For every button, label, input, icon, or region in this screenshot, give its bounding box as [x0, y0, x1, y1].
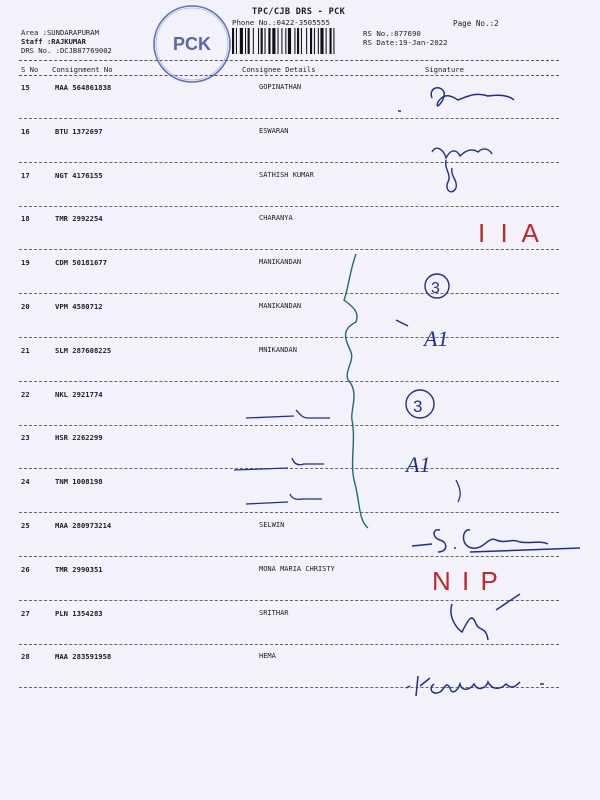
row-sno: 17	[21, 170, 30, 180]
area-label: Area :SUNDARAPURAM	[21, 28, 99, 37]
row-sno: 21	[21, 345, 30, 355]
row-consignment: VPM 4580712	[55, 302, 103, 311]
red-ia-mark: I I A	[478, 218, 543, 248]
row-sno: 19	[21, 258, 30, 268]
row-consignment: PLN 1354283	[55, 608, 103, 618]
table-row	[0, 302, 600, 345]
barcode-bar	[330, 28, 332, 54]
barcode-bar	[258, 28, 259, 54]
document-title: TPC/CJB DRS - PCK	[252, 7, 346, 17]
row-consignment: TMR 2990351	[55, 564, 103, 574]
row-sno: 22	[21, 389, 30, 399]
header-divider-top	[19, 60, 559, 61]
row-consignee: SELWIN	[259, 521, 285, 529]
circled-three-2: 3	[413, 397, 423, 416]
table-row	[0, 346, 600, 389]
row-divider	[19, 687, 559, 688]
table-row	[0, 433, 600, 476]
barcode-bar	[288, 28, 291, 54]
table-row	[0, 214, 600, 257]
row-consignee: MANIKANDAN	[259, 258, 302, 267]
barcode-bar	[272, 28, 275, 54]
row-divider	[19, 556, 559, 557]
row-consignment: CDM 50181677	[55, 258, 107, 268]
row-consignment: NKL 2921774	[55, 389, 103, 399]
row-consignee: MONA MARIA CHRISTY	[259, 564, 335, 573]
row-consignment: MAA 564861838	[55, 83, 112, 92]
barcode-bar	[306, 28, 307, 54]
row-divider	[19, 206, 559, 207]
row-divider	[19, 249, 559, 250]
column-header-details: Consignee Details	[242, 65, 316, 74]
row-consignment: HSR 2262299	[55, 433, 103, 443]
row-divider	[19, 381, 559, 382]
barcode-bar	[261, 28, 263, 54]
table-row	[0, 609, 600, 652]
row-sno: 18	[21, 214, 30, 224]
row-divider	[19, 162, 559, 163]
row-sno: 26	[21, 564, 30, 574]
row-divider	[19, 512, 559, 513]
row-consignment: MAA 280973214	[55, 521, 112, 530]
column-header-sno: S No	[21, 65, 39, 74]
stamp-text: PCK	[172, 34, 212, 54]
barcode-bar	[318, 28, 319, 54]
barcode-bar	[236, 28, 237, 54]
row-consignment: TNM 1008198	[55, 477, 103, 487]
column-header-consignment: Consignment No	[52, 65, 113, 74]
barcode-bar	[326, 28, 327, 54]
row-consignee: MNIKANDAN	[259, 345, 297, 354]
row-sno: 27	[21, 608, 30, 618]
row-consignee: GOPINATHAN	[259, 83, 302, 91]
barcode	[232, 28, 356, 54]
table-row	[0, 565, 600, 608]
barcode-bar	[240, 28, 243, 54]
barcode-bar	[278, 28, 279, 54]
red-nip-mark: N I P	[432, 566, 500, 596]
row-sno: 25	[21, 521, 30, 530]
row-divider	[19, 644, 559, 645]
row-consignee: CHARANYA	[259, 214, 293, 223]
barcode-bar	[301, 28, 302, 54]
barcode-bar	[248, 28, 250, 54]
table-row	[0, 127, 600, 170]
row-sno: 23	[21, 433, 30, 443]
table-row	[0, 390, 600, 433]
barcode-bar	[285, 28, 286, 54]
barcode-bar	[297, 28, 299, 54]
barcode-bar	[253, 28, 254, 54]
row-divider	[19, 468, 559, 469]
barcode-bar	[281, 28, 282, 54]
barcode-bar	[310, 28, 312, 54]
row-divider	[19, 425, 559, 426]
table-row	[0, 83, 600, 126]
row-consignee: SRITHAR	[259, 608, 289, 617]
row-sno: 15	[21, 83, 30, 92]
a1-mark-1: A1	[424, 326, 449, 351]
row-divider	[19, 600, 559, 601]
row-divider	[19, 293, 559, 294]
row-sno: 24	[21, 477, 30, 487]
table-row	[0, 521, 600, 564]
column-header-signature: Signature	[425, 65, 464, 74]
barcode-bar	[294, 28, 295, 54]
header-divider-bottom	[19, 75, 559, 76]
row-divider	[19, 118, 559, 119]
table-row	[0, 477, 600, 520]
row-sno: 28	[21, 652, 30, 662]
barcode-bar	[245, 28, 246, 54]
rs-number: RS No.:877690	[363, 29, 421, 38]
staff-label: Staff :RAJKUMAR	[21, 37, 86, 46]
table-row	[0, 171, 600, 214]
pck-stamp	[150, 2, 234, 86]
barcode-bar	[320, 28, 323, 54]
row-consignment: MAA 283591958	[55, 652, 112, 662]
table-row	[0, 652, 600, 695]
row-sno: 20	[21, 302, 30, 311]
barcode-bar	[268, 28, 270, 54]
page-number: Page No.:2	[453, 19, 499, 28]
row-consignee: SATHISH KUMAR	[259, 170, 314, 179]
row-consignment: SLM 287608225	[55, 345, 112, 355]
drs-number: DRS No. :DCJB87769002	[21, 46, 112, 55]
row-sno: 16	[21, 126, 30, 136]
row-consignee: HEMA	[259, 652, 276, 661]
row-consignment: TMR 2992254	[55, 214, 103, 224]
row-consignment: NGT 4176155	[55, 170, 103, 180]
rs-date: RS Date:19-Jan-2022	[363, 38, 448, 47]
a1-mark-2: A1	[406, 452, 431, 477]
row-consignee: MANIKANDAN	[259, 302, 302, 310]
table-row	[0, 258, 600, 301]
row-consignment: BTU 1372697	[55, 126, 103, 136]
barcode-bar	[265, 28, 266, 54]
phone-number: Phone No.:0422-3505555	[232, 18, 330, 27]
barcode-bar	[333, 28, 334, 54]
row-consignee: ESWARAN	[259, 126, 289, 135]
row-divider	[19, 337, 559, 338]
circled-three-1: 3	[431, 280, 440, 297]
barcode-bar	[314, 28, 315, 54]
